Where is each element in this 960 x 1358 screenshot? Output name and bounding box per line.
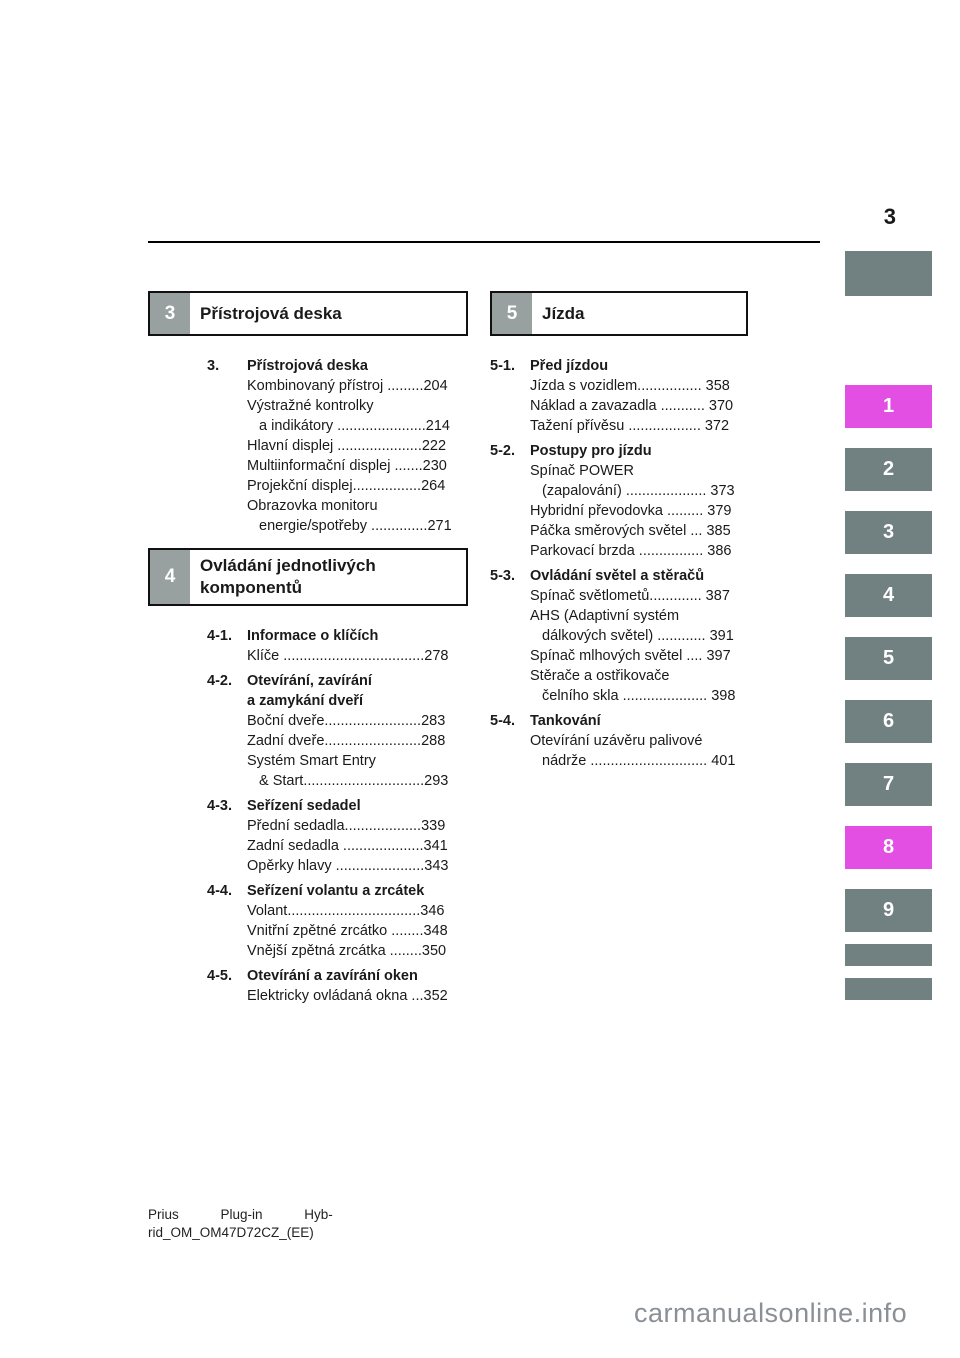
- toc-entry: [490, 666, 748, 706]
- toc-entry-line: Elektricky ovládaná okna ...352: [247, 988, 448, 1004]
- toc-section-title-line: Přístrojová deska: [247, 358, 368, 374]
- toc-section-title-line: Postupy pro jízdu: [530, 443, 652, 459]
- toc-entry-line: Jízda s vozidlem................ 358: [530, 378, 730, 394]
- chapter-number-badge: 5: [492, 293, 532, 334]
- chapter-tab-9: 9: [845, 889, 932, 932]
- chapter-number-badge: 4: [150, 550, 190, 604]
- toc-section-title: [247, 626, 468, 646]
- toc-entry: [490, 606, 748, 646]
- chapter-tab-blank: [845, 978, 932, 1000]
- chapter-tab-5: 5: [845, 637, 932, 680]
- toc-entry: [490, 731, 748, 771]
- toc-section-title-line: a zamykání dveří: [247, 693, 364, 709]
- header-rule: [148, 241, 820, 243]
- toc-section-title-line: Ovládání světel a stěračů: [530, 568, 705, 584]
- toc-section-number: 4-3.: [207, 798, 232, 814]
- toc-entry-line: Zadní dveře........................288: [247, 733, 446, 749]
- toc-entry-line: dálkových světel) ............ 391: [542, 628, 734, 644]
- toc-entry: [490, 376, 748, 396]
- toc-entry-line: Systém Smart Entry: [247, 753, 376, 769]
- chapter-header-4: [148, 548, 468, 606]
- toc-entry: [148, 941, 468, 961]
- page-number: 3: [883, 204, 896, 229]
- toc-entry-line: Přední sedadla...................339: [247, 818, 446, 834]
- toc-section-heading: [490, 566, 748, 586]
- chapter-tab-6: 6: [845, 700, 932, 743]
- chapter-title-line: komponentů: [200, 578, 302, 597]
- toc-section-heading: [490, 356, 748, 376]
- toc-section-title-line: Před jízdou: [530, 358, 609, 374]
- toc-entry: [490, 646, 748, 666]
- toc-entry-line: čelního skla ..................... 398: [542, 688, 736, 704]
- toc-entry: [148, 986, 468, 1006]
- toc-entry-line: Boční dveře........................283: [247, 713, 446, 729]
- toc-section-heading: [490, 711, 748, 731]
- chapter-tab-blank: [845, 944, 932, 966]
- toc-section-title-line: Seřízení volantu a zrcátek: [247, 883, 425, 899]
- toc-entry-line: Projekční displej.................264: [247, 478, 446, 494]
- toc-entry: [490, 416, 748, 436]
- toc-entry: [148, 396, 468, 436]
- toc-section-title: [247, 881, 468, 901]
- chapter-header-5: [490, 291, 748, 336]
- toc-entry: [490, 586, 748, 606]
- toc-section-title: [247, 356, 468, 376]
- toc-section-title: [530, 566, 748, 586]
- toc-section-number: 4-1.: [207, 628, 232, 644]
- toc-entry-line: Stěrače a ostřikovače: [530, 668, 670, 684]
- toc-section-title-line: Informace o klíčích: [247, 628, 379, 644]
- toc-entry-line: Výstražné kontrolky: [247, 398, 374, 414]
- document-code-line1: Prius Plug-in Hyb-: [148, 1207, 333, 1222]
- toc-entry: [148, 856, 468, 876]
- document-code: [148, 1206, 333, 1242]
- toc-section-title-line: Tankování: [530, 713, 601, 729]
- toc-section-heading: [490, 441, 748, 461]
- toc-entry-line: Opěrky hlavy ......................343: [247, 858, 449, 874]
- toc-entry: [490, 521, 748, 541]
- toc-entry: [148, 901, 468, 921]
- toc-entry: [148, 496, 468, 536]
- toc-entry-line: Obrazovka monitoru: [247, 498, 378, 514]
- toc-column-left: [148, 291, 468, 1006]
- chapter-title-line: Jízda: [542, 303, 585, 323]
- chapter-title: [190, 550, 382, 604]
- toc-entry: [148, 751, 468, 791]
- toc-section-heading: [148, 626, 468, 646]
- toc-entry-line: Spínač POWER: [530, 463, 634, 479]
- chapter-tab-1: 1: [845, 385, 932, 428]
- chapter-title-line: Přístrojová deska: [200, 303, 342, 323]
- toc-entry-line: Spínač mlhových světel .... 397: [530, 648, 731, 664]
- toc-entry-line: Náklad a zavazadla ........... 370: [530, 398, 734, 414]
- chapter-tab-2: 2: [845, 448, 932, 491]
- toc-entry-line: AHS (Adaptivní systém: [530, 608, 680, 624]
- toc-entry: [148, 476, 468, 496]
- toc-section-heading: [148, 796, 468, 816]
- toc-entry-line: a indikátory ......................214: [259, 418, 450, 434]
- toc-section-number: 3.: [207, 358, 220, 374]
- toc-section-heading: [148, 966, 468, 986]
- toc-entry: [490, 501, 748, 521]
- toc-entry: [490, 461, 748, 501]
- toc-entry: [148, 646, 468, 666]
- toc-entry-line: Otevírání uzávěru palivové: [530, 733, 703, 749]
- toc-section-title: [530, 711, 748, 731]
- toc-entry-line: Multiinformační displej .......230: [247, 458, 447, 474]
- chapter-tab-3: 3: [845, 511, 932, 554]
- toc-section-number: 4-5.: [207, 968, 232, 984]
- toc-section-title: [247, 966, 468, 986]
- chapter-title: [532, 293, 591, 334]
- toc-section-heading: [148, 671, 468, 711]
- toc-entry-line: Tažení přívěsu .................. 372: [530, 418, 730, 434]
- toc-entry-line: Parkovací brzda ................ 386: [530, 543, 732, 559]
- toc-section-number: 5-2.: [490, 443, 515, 459]
- chapter-title-line: Ovládání jednotlivých: [200, 556, 376, 575]
- toc-entry-line: Páčka směrových světel ... 385: [530, 523, 731, 539]
- chapter-tab-8: 8: [845, 826, 932, 869]
- chapter-header-3: [148, 291, 468, 336]
- toc-entry: [490, 396, 748, 416]
- toc-section-heading: [148, 881, 468, 901]
- toc-entry: [490, 541, 748, 561]
- toc-entry-line: Spínač světlometů............. 387: [530, 588, 730, 604]
- toc-section-number: 4-2.: [207, 673, 232, 689]
- toc-entry: [148, 376, 468, 396]
- toc-entry: [148, 836, 468, 856]
- toc-section-title-line: Otevírání a zavírání oken: [247, 968, 418, 984]
- toc-entry-line: Zadní sedadla ....................341: [247, 838, 448, 854]
- chapter-number-badge: 3: [150, 293, 190, 334]
- toc-section-heading: [148, 356, 468, 376]
- chapter-tab-7: 7: [845, 763, 932, 806]
- toc-entry-line: Vnitřní zpětné zrcátko ........348: [247, 923, 448, 939]
- toc-section-title: [247, 796, 468, 816]
- toc-section-title-line: Seřízení sedadel: [247, 798, 361, 814]
- chapter-tab-4: 4: [845, 574, 932, 617]
- toc-section-number: 4-4.: [207, 883, 232, 899]
- toc-entry-line: Hybridní převodovka ......... 379: [530, 503, 732, 519]
- toc-section-title-line: Otevírání, zavírání: [247, 673, 372, 689]
- toc-entry: [148, 816, 468, 836]
- toc-entry-line: & Start..............................293: [259, 773, 449, 789]
- toc-entry: [148, 436, 468, 456]
- toc-section-title: [530, 356, 748, 376]
- toc-entry-line: energie/spotřeby ..............271: [259, 518, 452, 534]
- toc-section-title: [247, 671, 468, 711]
- document-code-line2: rid_OM_OM47D72CZ_(EE): [148, 1225, 314, 1240]
- toc-section-number: 5-1.: [490, 358, 515, 374]
- toc-section-number: 5-3.: [490, 568, 515, 584]
- toc-entry: [148, 921, 468, 941]
- toc-entry-line: Kombinovaný přístroj .........204: [247, 378, 448, 394]
- toc-entry: [148, 711, 468, 731]
- toc-entry-line: Klíče ...................................278: [247, 648, 449, 664]
- chapter-title: [190, 293, 348, 334]
- toc-entry: [148, 456, 468, 476]
- chapter-tab-blank-top: [845, 251, 932, 296]
- toc-entry-line: Volant.................................346: [247, 903, 445, 919]
- toc-entry-line: nádrže ............................. 401: [542, 753, 736, 769]
- toc-entry-line: Hlavní displej .....................222: [247, 438, 447, 454]
- toc-section-number: 5-4.: [490, 713, 515, 729]
- watermark: carmanualsonline.info: [634, 1298, 908, 1328]
- toc-entry-line: Vnější zpětná zrcátka ........350: [247, 943, 447, 959]
- toc-entry-line: (zapalování) .................... 373: [542, 483, 735, 499]
- toc-section-title: [530, 441, 748, 461]
- toc-column-right: [490, 291, 748, 771]
- toc-entry: [148, 731, 468, 751]
